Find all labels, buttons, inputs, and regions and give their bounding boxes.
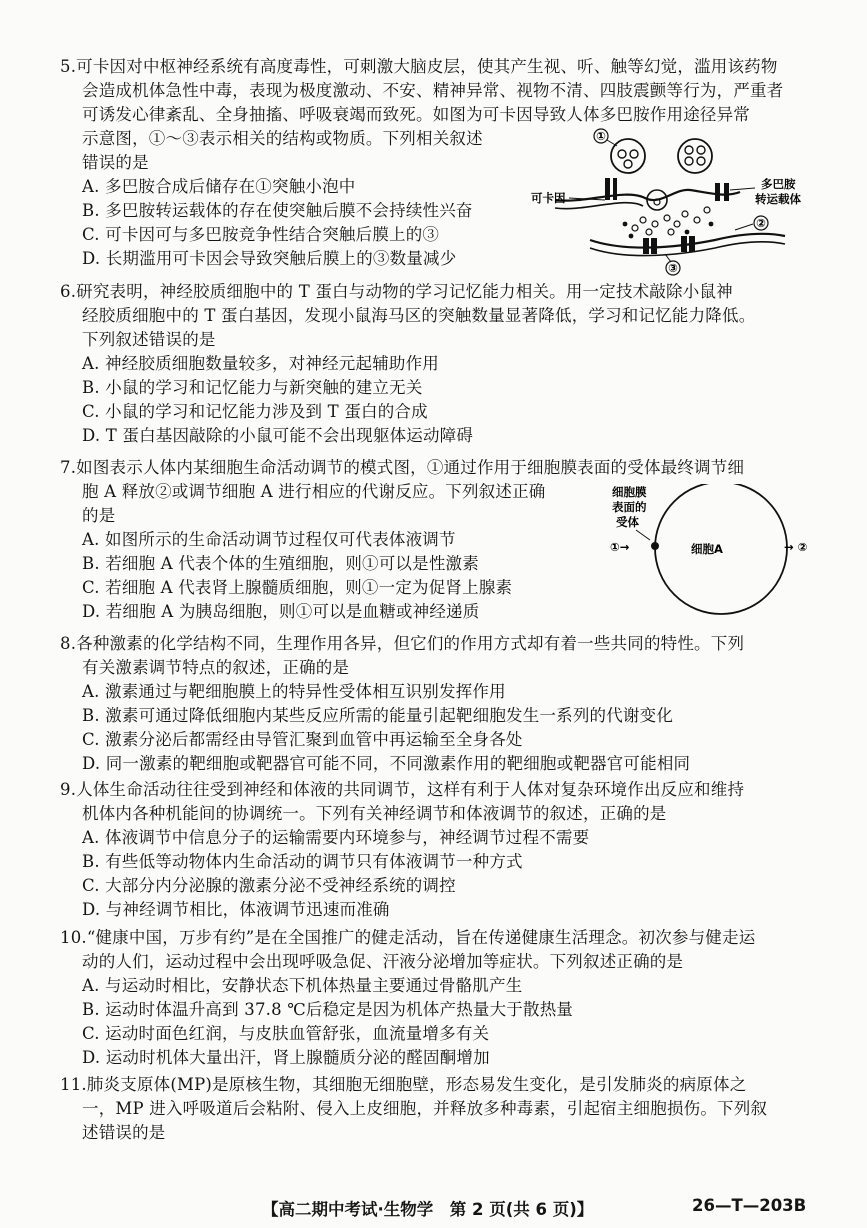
q8-option-d: D. 同一激素的靶细胞或靶器官可能不同，不同激素作用的靶细胞或靶器官可能相同 xyxy=(82,754,691,773)
question-6 xyxy=(60,280,820,448)
receptor-label-2: 表面的 xyxy=(612,500,647,514)
q10-option-a: A. 与运动时相比，安静状态下机体热量主要通过骨骼肌产生 xyxy=(82,976,523,995)
q9-option-a: A. 体液调节中信息分子的运输需要内环境参与，神经调节过程不需要 xyxy=(82,828,590,847)
q7-option-a: A. 如图所示的生命活动调节过程仅可代表体液调节 xyxy=(82,530,456,549)
q6-option-b: B. 小鼠的学习和记忆能力与新突触的建立无关 xyxy=(82,378,423,397)
q7-option-d: D. 若细胞 A 为胰岛细胞，则①可以是血糖或神经递质 xyxy=(82,602,480,621)
q10-line-1: 10.“健康中国，万步有约”是在全国推广的健走活动，旨在传递健康生活理念。初次参与健走运 xyxy=(60,928,756,947)
input-signal-label: ①→ xyxy=(610,540,630,554)
vesicle-2 xyxy=(678,139,712,173)
q11-line-1: 11.肺炎支原体(MP)是原核生物，其细胞无细胞壁，形态易发生变化，是引发肺炎的病原体之 xyxy=(60,1075,747,1094)
question-8 xyxy=(60,632,820,776)
q9-option-c: C. 大部分内分泌腺的激素分泌不受神经系统的调控 xyxy=(82,876,456,895)
q7-line-2: 胞 A 释放②或调节细胞 A 进行相应的代谢反应。下列叙述正确 xyxy=(82,482,546,501)
label-3: ③ xyxy=(668,261,678,275)
cell-diagram xyxy=(596,484,826,622)
q8-option-c: C. 激素分泌后都需经由导管汇聚到血管中再运输至全身各处 xyxy=(82,730,523,749)
page-footer xyxy=(0,1196,867,1224)
receptor-label-3: 受体 xyxy=(616,515,639,529)
q6-option-c: C. 小鼠的学习和记忆能力涉及到 T 蛋白的合成 xyxy=(82,402,428,421)
q6-line-1: 6.研究表明，神经胶质细胞中的 T 蛋白与动物的学习记忆能力相关。用一定技术敲除小鼠神 xyxy=(60,282,733,301)
q11-line-2: 一，MP 进入呼吸道后会粘附、侵入上皮细胞，并释放多种毒素，引起宿主细胞损伤。下列叙 xyxy=(82,1099,768,1118)
q9-line-1: 9.人体生命活动往往受到神经和体液的共同调节，这样有利于人体对复杂环境作出反应和维持 xyxy=(60,780,745,799)
transporter-label-2: 转运载体 xyxy=(755,192,801,206)
q8-option-b: B. 激素可通过降低细胞内某些反应所需的能量引起靶细胞发生一系列的代谢变化 xyxy=(82,706,674,725)
transporter-label-1: 多巴胺 xyxy=(761,177,796,191)
q5-option-d: D. 长期滥用可卡因会导致突触后膜上的③数量减少 xyxy=(82,249,457,268)
q6-line-2: 经胶质细胞中的 T 蛋白基因，发现小鼠海马区的突触数量显著降低，学习和记忆能力降低。 xyxy=(82,306,756,325)
q10-line-2: 动的人们，运动过程中会出现呼吸急促、汗液分泌增加等症状。下列叙述正确的是 xyxy=(82,952,684,971)
output-signal-label: → ② xyxy=(784,540,808,554)
q9-option-b: B. 有些低等动物体内生命活动的调节只有体液调节一种方式 xyxy=(82,852,523,871)
q5-option-c: C. 可卡因可与多巴胺竞争性结合突触后膜上的③ xyxy=(82,225,440,244)
q7-line-3: 的是 xyxy=(82,506,116,525)
q5-line-1: 5.可卡因对中枢神经系统有高度毒性，可刺激大脑皮层，使其产生视、听、触等幻觉，滥用该药物 xyxy=(60,57,778,76)
q6-option-d: D. T 蛋白基因敲除的小鼠可能不会出现躯体运动障碍 xyxy=(82,426,474,445)
question-9 xyxy=(60,778,820,922)
q6-option-a: A. 神经胶质细胞数量较多，对神经元起辅助作用 xyxy=(82,354,440,373)
cell-a-label: 细胞A xyxy=(691,542,723,556)
q8-line-1: 8.各种激素的化学结构不同，生理作用各异，但它们的作用方式却有着一些共同的特性。下列 xyxy=(60,634,745,653)
q10-option-b: B. 运动时体温升高到 37.8 ℃后稳定是因为机体产热量大于散热量 xyxy=(82,1000,574,1019)
q5-option-b: B. 多巴胺转运载体的存在使突触后膜不会持续性兴奋 xyxy=(82,201,473,220)
question-11 xyxy=(60,1073,820,1145)
receptor-label-1: 细胞膜 xyxy=(612,485,647,499)
q6-line-3: 下列叙述错误的是 xyxy=(82,330,216,349)
q5-line-4: 示意图，①～③表示相关的结构或物质。下列相关叙述 xyxy=(82,129,483,148)
postsynaptic-membrane xyxy=(590,234,785,248)
label-1: ① xyxy=(596,129,606,143)
q5-option-a: A. 多巴胺合成后储存在①突触小泡中 xyxy=(82,177,356,196)
footer-code: 26—T—203B xyxy=(692,1196,807,1215)
question-10 xyxy=(60,926,820,1070)
q7-option-c: C. 若细胞 A 代表肾上腺髓质细胞，则①一定为促肾上腺素 xyxy=(82,578,513,597)
q10-option-d: D. 运动时机体大量出汗，肾上腺髓质分泌的醛固酮增加 xyxy=(82,1048,490,1067)
q5-stem-tail: 错误的是 xyxy=(82,153,149,172)
q9-line-2: 机体内各种机能间的协调统一。下列有关神经调节和体液调节的叙述，正确的是 xyxy=(82,804,667,823)
q7-option-b: B. 若细胞 A 代表个体的生殖细胞，则①可以是性激素 xyxy=(82,554,479,573)
q8-line-2: 有关激素调节特点的叙述，正确的是 xyxy=(82,658,350,677)
q10-option-c: C. 运动时面色红润，与皮肤血管舒张，血流量增多有关 xyxy=(82,1024,490,1043)
q9-option-d: D. 与神经调节相比，体液调节迅速而准确 xyxy=(82,900,390,919)
q8-option-a: A. 激素通过与靶细胞膜上的特异性受体相互识别发挥作用 xyxy=(82,682,506,701)
q7-line-1: 7.如图表示人体内某细胞生命活动调节的模式图，①通过作用于细胞膜表面的受体最终调节细 xyxy=(60,458,745,477)
q5-line-3: 可诱发心律紊乱、全身抽搐、呼吸衰竭而致死。如图为可卡因导致人体多巴胺作用途径异常 xyxy=(82,105,750,124)
label-2: ② xyxy=(756,216,766,230)
receptor-dot xyxy=(651,542,659,550)
footer-title: 【高二期中考试·生物学 第 2 页(共 6 页)】 xyxy=(262,1200,594,1219)
synapse-diagram xyxy=(525,128,825,278)
q5-line-2: 会造成机体急性中毒，表现为极度激动、不安、精神异常、视物不清、四肢震颤等行为，严重者 xyxy=(82,81,784,100)
cocaine-label: 可卡因 xyxy=(531,191,566,205)
q11-line-3: 述错误的是 xyxy=(82,1123,166,1142)
